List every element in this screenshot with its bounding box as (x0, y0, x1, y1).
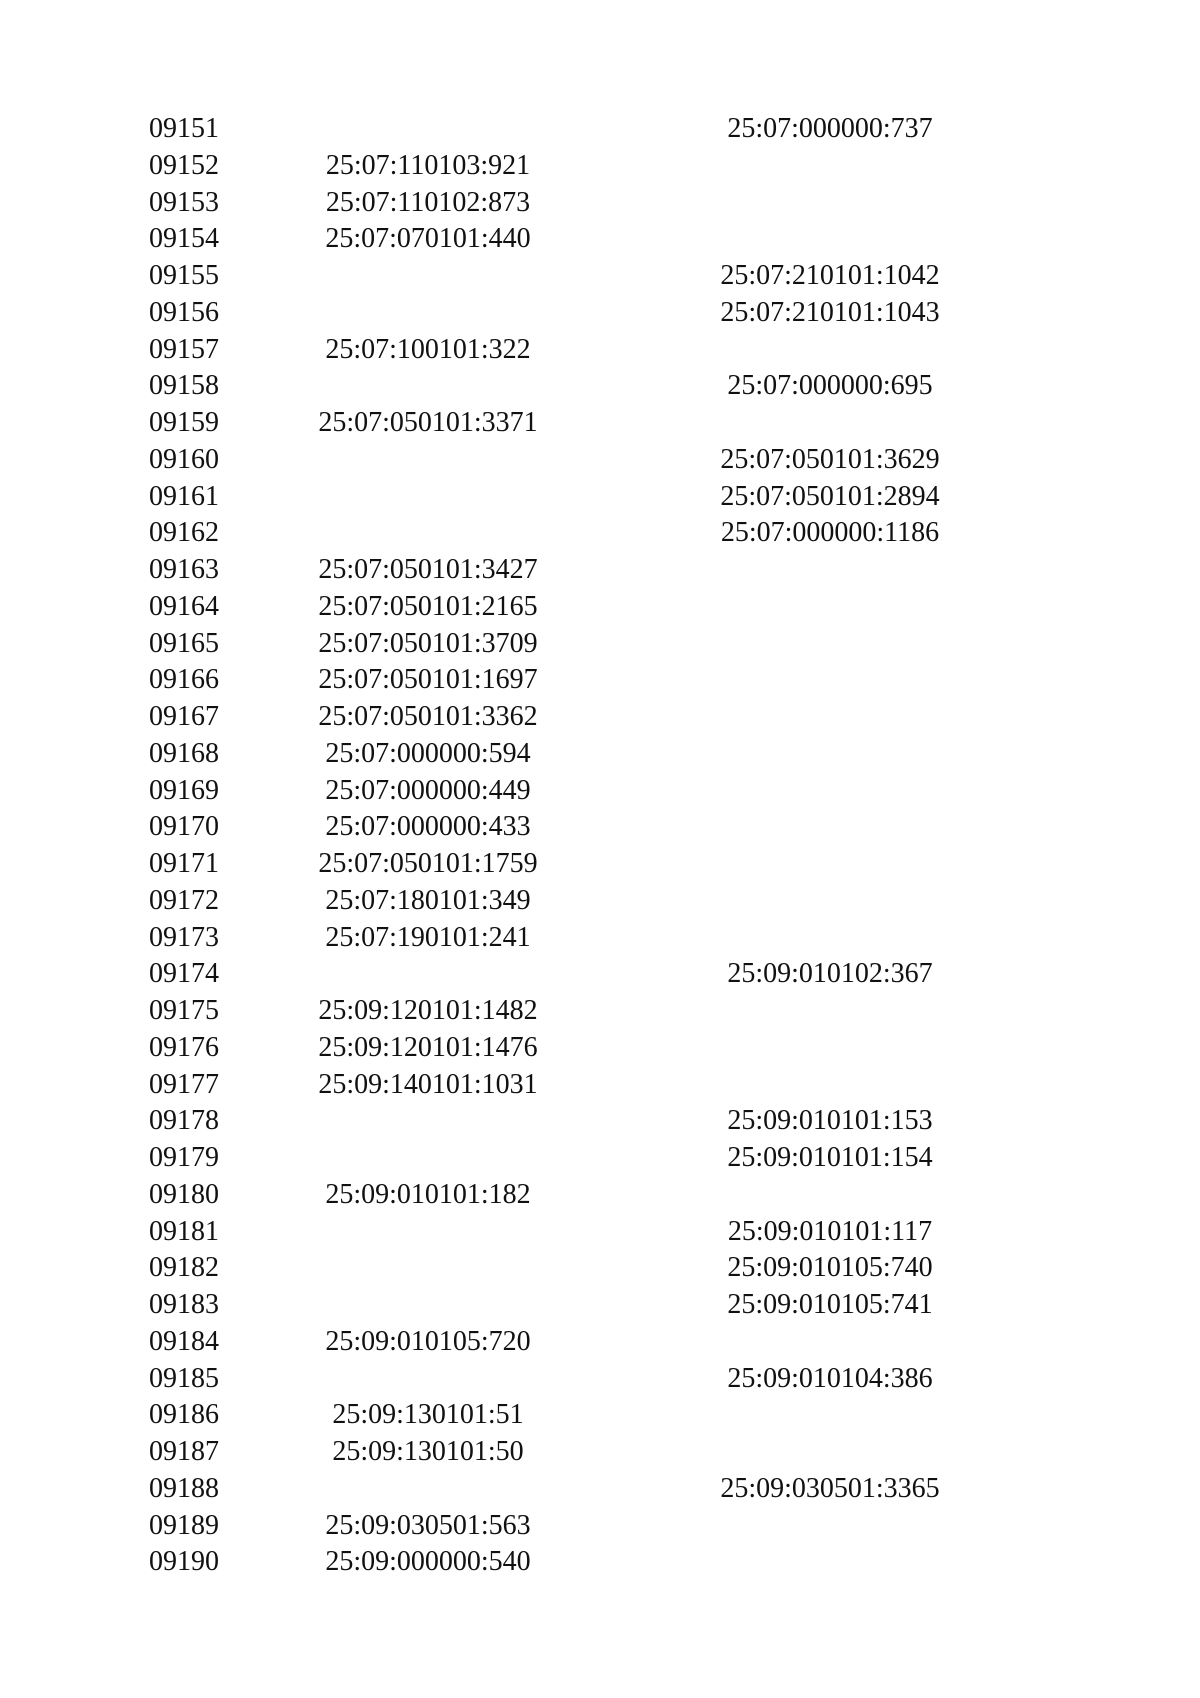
cadastral-number-col-a-text: 25:07:110103:921 (325, 149, 531, 181)
row-number: 09186 (149, 1399, 219, 1431)
table-row (0, 1471, 1200, 1508)
row-number: 09173 (149, 921, 219, 953)
cadastral-number-col-a-text: 25:07:110102:873 (325, 186, 531, 218)
row-number: 09160 (149, 443, 219, 475)
cadastral-number-col-a-text: 25:07:000000:594 (325, 737, 531, 769)
row-number: 09187 (149, 1436, 219, 1467)
row-number: 09164 (149, 590, 219, 622)
row-number: 09174 (149, 958, 219, 990)
cadastral-number-col-a-text: 25:09:140101:1031 (318, 1068, 538, 1100)
table-row (0, 258, 1200, 295)
cadastral-number-col-a-text: 25:09:010101:182 (325, 1178, 531, 1210)
cadastral-number-col-b-text: 25:07:210101:1042 (720, 260, 940, 291)
table-row (0, 1544, 1200, 1581)
row-number: 09185 (149, 1362, 219, 1394)
table-row (0, 515, 1200, 552)
cadastral-number-col-b-text: 25:07:210101:1043 (720, 296, 940, 328)
cadastral-number-col-a-text: 25:07:100101:322 (325, 333, 531, 365)
row-number: 09163 (149, 554, 219, 585)
row-number: 09189 (149, 1509, 219, 1541)
row-number: 09158 (149, 370, 219, 402)
table-row (0, 1214, 1200, 1251)
row-number: 09183 (149, 1289, 219, 1320)
table-row (0, 295, 1200, 332)
row-number: 09166 (149, 664, 219, 696)
row-number: 09175 (149, 995, 219, 1026)
cadastral-number-col-a-text: 25:09:000000:540 (325, 1546, 531, 1578)
table-row (0, 1434, 1200, 1471)
row-number: 09154 (149, 223, 219, 255)
cadastral-number-col-a-text: 25:07:050101:1759 (318, 848, 538, 879)
cadastral-number-col-a-text: 25:07:180101:349 (325, 884, 531, 916)
row-number: 09178 (149, 1105, 219, 1137)
row-number: 09176 (149, 1031, 219, 1063)
row-number: 09168 (149, 737, 219, 769)
cadastral-number-col-a-text: 25:07:050101:3362 (318, 701, 538, 732)
row-number: 09170 (149, 811, 219, 843)
cadastral-number-col-a-text: 25:09:130101:51 (332, 1399, 524, 1431)
cadastral-number-col-a-text: 25:07:190101:241 (325, 921, 531, 953)
cadastral-number-col-b-text: 25:07:000000:695 (727, 370, 933, 402)
cadastral-number-col-a-text: 25:09:030501:563 (325, 1509, 531, 1541)
table-row (0, 699, 1200, 736)
table-row (0, 368, 1200, 405)
row-number: 09181 (149, 1215, 219, 1247)
table-row (0, 148, 1200, 185)
cadastral-number-col-b-text: 25:07:000000:737 (727, 113, 933, 144)
table-row (0, 1140, 1200, 1177)
row-number: 09162 (149, 517, 219, 549)
cadastral-number-col-b-text: 25:07:000000:1186 (720, 517, 940, 549)
table-row (0, 1250, 1200, 1287)
table-row (0, 1103, 1200, 1140)
row-number: 09169 (149, 774, 219, 806)
row-number: 09159 (149, 407, 219, 438)
table-row (0, 1508, 1200, 1545)
table-row (0, 662, 1200, 699)
row-number: 09184 (149, 1325, 219, 1357)
row-number: 09152 (149, 149, 219, 181)
table-row (0, 1397, 1200, 1434)
row-number: 09188 (149, 1472, 219, 1504)
table-row (0, 993, 1200, 1030)
row-number: 09177 (149, 1068, 219, 1100)
table-row (0, 809, 1200, 846)
row-number: 09179 (149, 1142, 219, 1173)
row-number: 09157 (149, 333, 219, 365)
cadastral-number-col-a-text: 25:09:130101:50 (332, 1436, 524, 1467)
cadastral-number-col-b-text: 25:09:010102:367 (727, 958, 933, 990)
cadastral-number-col-b-text: 25:09:010105:740 (727, 1252, 933, 1284)
row-number: 09180 (149, 1178, 219, 1210)
cadastral-number-col-a-text: 25:07:000000:433 (325, 811, 531, 843)
table-row (0, 920, 1200, 957)
cadastral-number-col-b-text: 25:09:010105:741 (727, 1289, 933, 1320)
cadastral-number-col-a-text: 25:07:050101:1697 (318, 664, 538, 696)
row-number: 09182 (149, 1252, 219, 1284)
cadastral-number-col-a-text: 25:07:050101:3709 (318, 627, 538, 659)
table-row (0, 589, 1200, 626)
cadastral-number-col-a-text: 25:07:050101:2165 (318, 590, 538, 622)
table-row (0, 1067, 1200, 1104)
cadastral-number-col-b-text: 25:09:010104:386 (727, 1362, 933, 1394)
row-number: 09161 (149, 480, 219, 512)
table-row (0, 221, 1200, 258)
cadastral-number-col-b-text: 25:09:030501:3365 (720, 1472, 940, 1504)
table-row (0, 883, 1200, 920)
table-row (0, 332, 1200, 369)
cadastral-number-col-a-text: 25:07:070101:440 (325, 223, 531, 255)
cadastral-number-col-a-text: 25:07:000000:449 (325, 774, 531, 806)
table-row (0, 479, 1200, 516)
cadastral-number-col-a-text: 25:09:120101:1476 (318, 1031, 538, 1063)
table-row (0, 956, 1200, 993)
row-number: 09167 (149, 701, 219, 732)
row-number: 09190 (149, 1546, 219, 1578)
row-number: 09153 (149, 186, 219, 218)
cadastral-number-col-b-text: 25:09:010101:117 (727, 1215, 933, 1247)
table-row (0, 552, 1200, 589)
table-row (0, 846, 1200, 883)
cadastral-number-col-a-text: 25:07:050101:3371 (318, 407, 538, 438)
cadastral-number-col-b-text: 25:07:050101:2894 (720, 480, 940, 512)
table-row (0, 185, 1200, 222)
row-number: 09156 (149, 296, 219, 328)
row-number: 09171 (149, 848, 219, 879)
cadastral-number-col-a-text: 25:07:050101:3427 (318, 554, 538, 585)
row-number: 09155 (149, 260, 219, 291)
table-row (0, 1177, 1200, 1214)
row-number: 09151 (149, 113, 219, 144)
table-row (0, 442, 1200, 479)
records-table (0, 111, 1200, 1581)
row-number: 09165 (149, 627, 219, 659)
row-number: 09172 (149, 884, 219, 916)
cadastral-number-col-b-text: 25:09:010101:153 (727, 1105, 933, 1137)
table-row (0, 405, 1200, 442)
table-row (0, 1361, 1200, 1398)
table-row (0, 626, 1200, 663)
table-row (0, 1324, 1200, 1361)
table-row (0, 1030, 1200, 1067)
cadastral-number-col-a-text: 25:09:120101:1482 (318, 995, 538, 1026)
table-row (0, 736, 1200, 773)
cadastral-number-col-a-text: 25:09:010105:720 (325, 1325, 531, 1357)
cadastral-number-col-b-text: 25:09:010101:154 (727, 1142, 933, 1173)
table-row (0, 1287, 1200, 1324)
table-row (0, 773, 1200, 810)
cadastral-number-col-b-text: 25:07:050101:3629 (720, 443, 940, 475)
table-row (0, 111, 1200, 148)
